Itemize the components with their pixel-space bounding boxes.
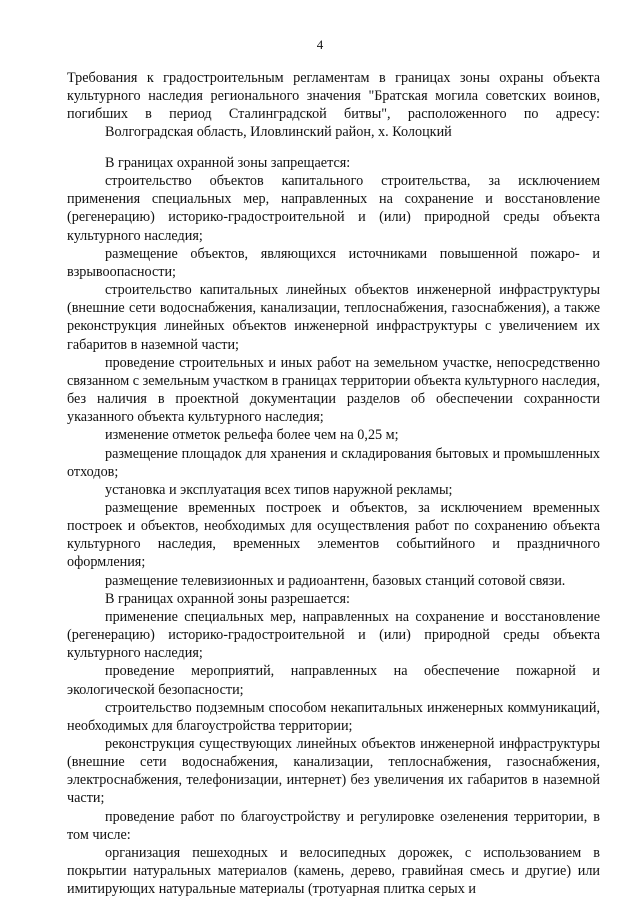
allowed-section-title: В границах охранной зоны разрешается:: [105, 590, 350, 607]
prohibited-item: строительство объектов капитального строительства, за исключением применения специальных мер, направленных на сохранение и восстановление (регенерацию) историко-градостроительной и (или) природной среды объекта культурного наследия;: [67, 173, 600, 244]
prohibited-item: изменение отметок рельефа более чем на 0,25 м;: [105, 427, 399, 444]
document-body: [67, 154, 600, 898]
document-heading: Требования к градостроительным регламентам в границах зоны охраны объекта культурного наследия регионального значения "Братская могила советских воинов, погибших в период Сталинградской битвы", расположенного по адресу:: [67, 70, 600, 123]
allowed-item: проведение мероприятий, направленных на обеспечение пожарной и экологической безопасности;: [67, 663, 600, 698]
prohibited-item: размещение площадок для хранения и складирования бытовых и промышленных отходов;: [67, 445, 600, 480]
document-heading-block: [67, 69, 600, 142]
allowed-item: проведение работ по благоустройству и регулировке озеленения территории, в том числе:: [67, 808, 600, 843]
prohibited-item: размещение временных построек и объектов, за исключением временных построек и объектов, необходимых для осуществления работ по сохранению объекта культурного наследия, временных элементов событийного и праздничного оформления;: [67, 499, 600, 571]
prohibited-item: установка и эксплуатация всех типов наружной рекламы;: [105, 481, 453, 498]
allowed-item: строительство подземным способом некапитальных инженерных коммуникаций, необходимых для благоустройства территории;: [67, 699, 600, 734]
prohibited-item: размещение телевизионных и радиоантенн, базовых станций сотовой связи.: [105, 572, 566, 589]
prohibited-section-title: В границах охранной зоны запрещается:: [105, 155, 351, 171]
allowed-item: реконструкция существующих линейных объектов инженерной инфраструктуры (внешние сети водоснабжения, канализации, теплоснабжения, газоснабжения, электроснабжения, телефонизации, интернет) без увеличения их габаритов в наземной части;: [67, 736, 600, 807]
prohibited-item: размещение объектов, являющихся источниками повышенной пожаро- и взрывоопасности;: [67, 245, 600, 280]
page-number: 4: [316, 37, 324, 52]
prohibited-item: строительство капитальных линейных объектов инженерной инфраструктуры (внешние сети водоснабжения, канализации, теплоснабжения, газоснабжения), а также реконструкция линейных объектов инженерной инфраструктуры с увеличением их габаритов в наземной части;: [67, 282, 600, 353]
allowed-subitem: организация пешеходных и велосипедных дорожек, с использованием в покрытии натуральных материалов (камень, дерево, гравийная смесь и другие) или имитирующих натуральные материалы (тротуарная плитка серых и: [67, 844, 600, 898]
allowed-item: применение специальных мер, направленных на сохранение и восстановление (регенерацию) историко-градостроительной и (или) природной среды объекта культурного наследия;: [67, 608, 600, 662]
prohibited-item: проведение строительных и иных работ на земельном участке, непосредственно связанном с земельным участком в границах территории объекта культурного наследия, без наличия в проектной документации разделов об обеспечении сохранности указанного объекта культурного наследия;: [67, 354, 600, 426]
heritage-address: Волгоградская область, Иловлинский район, х. Колоцкий: [105, 124, 452, 141]
